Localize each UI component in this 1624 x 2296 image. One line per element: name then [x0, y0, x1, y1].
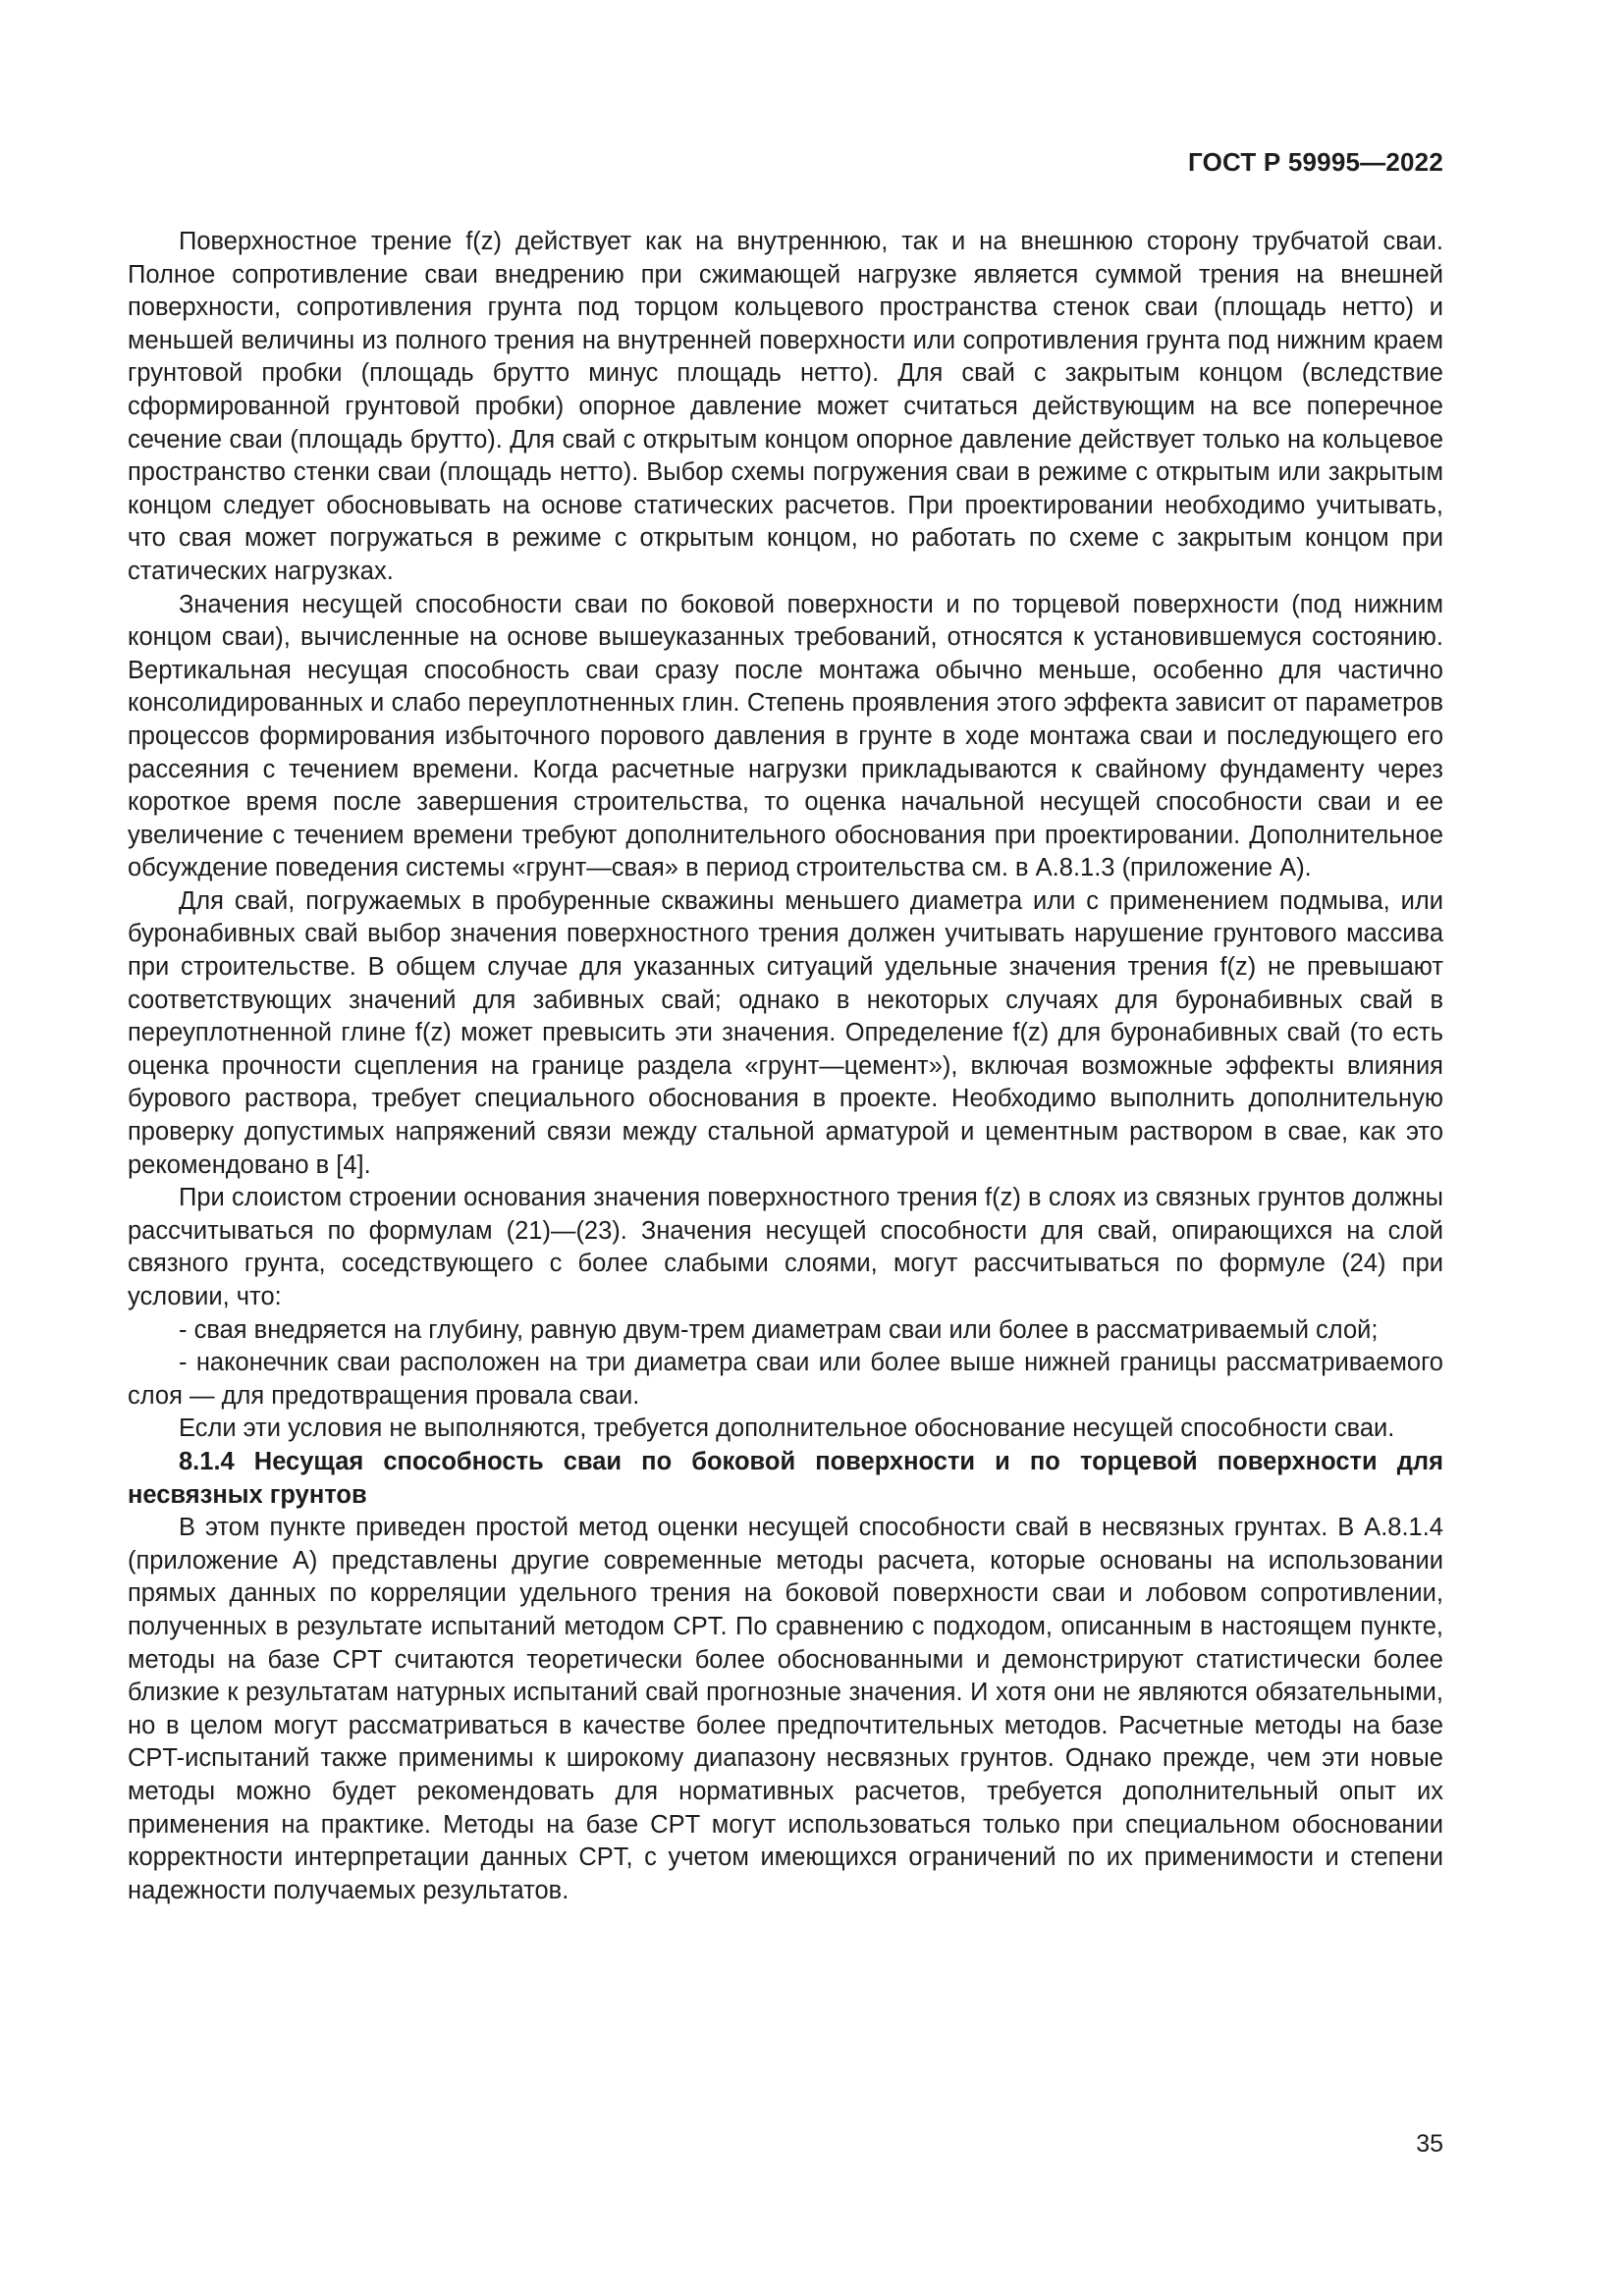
page-body — [128, 226, 1443, 1907]
paragraph-bored-piles: Для свай, погружаемых в пробуренные скважины меньшего диаметра или с применением подмыва, или буронабивных свай выбор значения поверхностного трения должен учитывать нарушение грунтового массива при строительстве. В общем случае для указанных ситуаций удельные значения трения f(z) не превышают соответствующих значений для забивных свай; однако в некоторых случаях для буронабивных свай в переуплотненной глине f(z) может превысить эти значения. Определение f(z) для буронабивных свай (то есть оценка прочности сцепления на границе раздела «грунт—цемент»), включая возможные эффекты влияния бурового раствора, требует специального обоснования в проекте. Необходимо выполнить дополнительную проверку допустимых напряжений связи между стальной арматурой и цементным раствором в свае, как это рекомендовано в [4]. — [128, 886, 1443, 1179]
list-item: - наконечник сваи расположен на три диаметра сваи или более выше нижней границы рассматриваемого слоя — для предотвращения провала сваи. — [128, 1349, 1443, 1410]
paragraph-skin-friction: Поверхностное трение f(z) действует как на внутреннюю, так и на внешнюю сторону трубчатой сваи. Полное сопротивление сваи внедрению при сжимающей нагрузке является суммой трения на внешней поверхности, сопротивления грунта под торцом кольцевого пространства стенок сваи (площадь нетто) и меньшей величины из полного трения на внутренней поверхности или сопротивления грунта под нижним краем грунтовой пробки (площадь брутто минус площадь нетто). Для свай с закрытым концом (вследствие сформированной грунтовой пробки) опорное давление может считаться действующим на все поперечное сечение сваи (площадь брутто). Для свай с открытым концом опорное давление действует только на кольцевое пространство стенки сваи (площадь нетто). Выбор схемы погружения сваи в режиме с открытым или закрытым концом следует обосновывать на основе статических расчетов. При проектировании необходимо учитывать, что свая может погружаться в режиме с открытым концом, но работать по схеме с закрытым концом при статических нагрузках. — [128, 228, 1443, 585]
document-header: ГОСТ Р 59995—2022 — [1188, 147, 1443, 177]
page-number: 35 — [1416, 2130, 1443, 2158]
paragraph-bearing-capacity-time: Значения несущей способности сваи по боковой поверхности и по торцевой поверхности (под нижним концом сваи), вычисленные на основе вышеуказанных требований, относятся к установившемуся состоянию. Вертикальная несущая способность сваи сразу после монтажа обычно меньше, особенно для частично консолидированных и слабо переуплотненных глин. Степень проявления этого эффекта зависит от параметров процессов формирования избыточного порового давления в грунте в ходе монтажа сваи и последующего его рассеяния с течением времени. Когда расчетные нагрузки прикладываются к свайному фундаменту через короткое время после завершения строительства, то оценка начальной несущей способности сваи и ее увеличение с течением времени требуют дополнительного обоснования при проектировании. Дополнительное обсуждение поведения системы «грунт—свая» в период строительства см. в А.8.1.3 (приложение А). — [128, 590, 1443, 882]
paragraph-cohesionless-method: В этом пункте приведен простой метод оценки несущей способности свай в несвязных грунтах. В А.8.1.4 (приложение А) представлены другие современные методы расчета, которые основаны на использовании прямых данных по корреляции удельного трения на боковой поверхности сваи и лобовом сопротивлении, полученных в результате испытаний методом CPT. По сравнению с подходом, описанным в настоящем пункте, методы на базе CPT считаются теоретически более обоснованными и демонстрируют статистически более близкие к результатам натурных испытаний свай прогнозные значения. И хотя они не являются обязательными, но в целом могут рассматриваться в качестве более предпочтительных методов. Расчетные методы на базе CPT-испытаний также применимы к широкому диапазону несвязных грунтов. Однако прежде, чем эти новые методы можно будет рекомендовать для нормативных расчетов, требуется дополнительный опыт их применения на практике. Методы на базе CPT могут использоваться только при специальном обосновании корректности интерпретации данных CPT, с учетом имеющихся ограничений по их применимости и степени надежности получаемых результатов. — [128, 1514, 1443, 1904]
paragraph-layered-soil: При слоистом строении основания значения поверхностного трения f(z) в слоях из связных грунтов должны рассчитываться по формулам (21)—(23). Значения несущей способности для свай, опирающихся на слой связного грунта, соседствующего с более слабыми слоями, могут рассчитываться по формуле (24) при условии, что: — [128, 1184, 1443, 1310]
section-heading: 8.1.4 Несущая способность сваи по боковой поверхности и по торцевой поверхности для несвязных грунтов — [128, 1447, 1443, 1509]
list-item: - свая внедряется на глубину, равную двум-трем диаметрам сваи или более в рассматриваемый слой; — [179, 1315, 1379, 1344]
paragraph-conditions-not-met: Если эти условия не выполняются, требуется дополнительное обоснование несущей способности сваи. — [179, 1415, 1395, 1443]
